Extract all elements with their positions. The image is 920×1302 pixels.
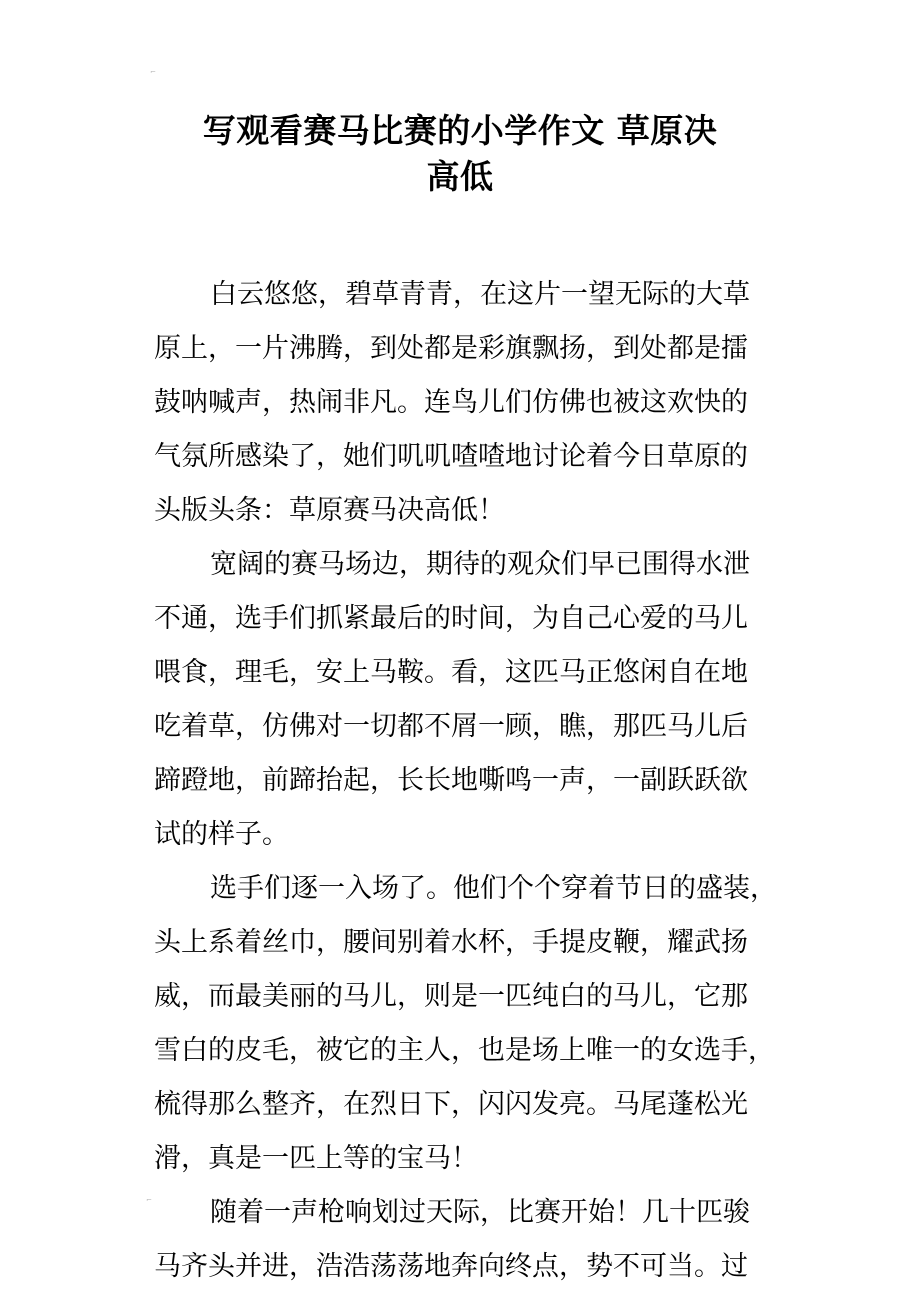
text-line: 不通，选手们抓紧最后的时间，为自己心爱的马儿 bbox=[154, 603, 748, 634]
text-line: 吃着草，仿佛对一切都不屑一顾，瞧，那匹马儿后 bbox=[154, 711, 748, 742]
text-line: 梳得那么整齐，在烈日下，闪闪发亮。马尾蓬松光 bbox=[154, 1089, 748, 1120]
text-line: 鼓呐喊声，热闹非凡。连鸟儿们仿佛也被这欢快的 bbox=[154, 387, 748, 418]
text-line: 白云悠悠，碧草青青，在这片一望无际的大草 bbox=[210, 279, 750, 310]
text-line: 随着一声枪响划过天际，比赛开始！几十匹骏 bbox=[210, 1197, 750, 1228]
document-body bbox=[154, 268, 777, 1294]
paragraph bbox=[154, 268, 774, 538]
text-line: 原上，一片沸腾，到处都是彩旗飘扬，到处都是擂 bbox=[154, 333, 748, 364]
document-title bbox=[150, 108, 770, 200]
title-line: 写观看赛马比赛的小学作文 草原决 bbox=[202, 111, 718, 150]
text-line: 宽阔的赛马场边，期待的观众们早已围得水泄 bbox=[210, 549, 750, 580]
title-line: 高低 bbox=[426, 157, 494, 196]
text-line: 头版头条：草原赛马决高低！ bbox=[154, 495, 505, 526]
text-line: 喂食，理毛，安上马鞍。看，这匹马正悠闲自在地 bbox=[154, 657, 748, 688]
text-line: 气氛所感染了，她们叽叽喳喳地讨论着今日草原的 bbox=[154, 441, 748, 472]
text-line: 滑，真是一匹上等的宝马！ bbox=[154, 1143, 478, 1174]
text-line: 雪白的皮毛，被它的主人，也是场上唯一的女选手， bbox=[154, 1035, 775, 1066]
text-line: 试的样子。 bbox=[154, 819, 289, 850]
text-line: 马齐头并进，浩浩荡荡地奔向终点，势不可当。过 bbox=[154, 1251, 748, 1282]
text-line: 选手们逐一入场了。他们个个穿着节日的盛装， bbox=[210, 873, 777, 904]
paragraph bbox=[154, 862, 777, 1186]
paragraph bbox=[154, 538, 774, 862]
corner-mark-icon: ⌐ bbox=[146, 1196, 152, 1204]
text-line: 蹄蹬地，前蹄抬起，长长地嘶鸣一声，一副跃跃欲 bbox=[154, 765, 748, 796]
text-line: 威，而最美丽的马儿，则是一匹纯白的马儿，它那 bbox=[154, 981, 748, 1012]
text-line: 头上系着丝巾，腰间别着水杯，手提皮鞭，耀武扬 bbox=[154, 927, 748, 958]
corner-mark-icon: ⌐ bbox=[150, 68, 156, 76]
paragraph bbox=[154, 1186, 774, 1294]
